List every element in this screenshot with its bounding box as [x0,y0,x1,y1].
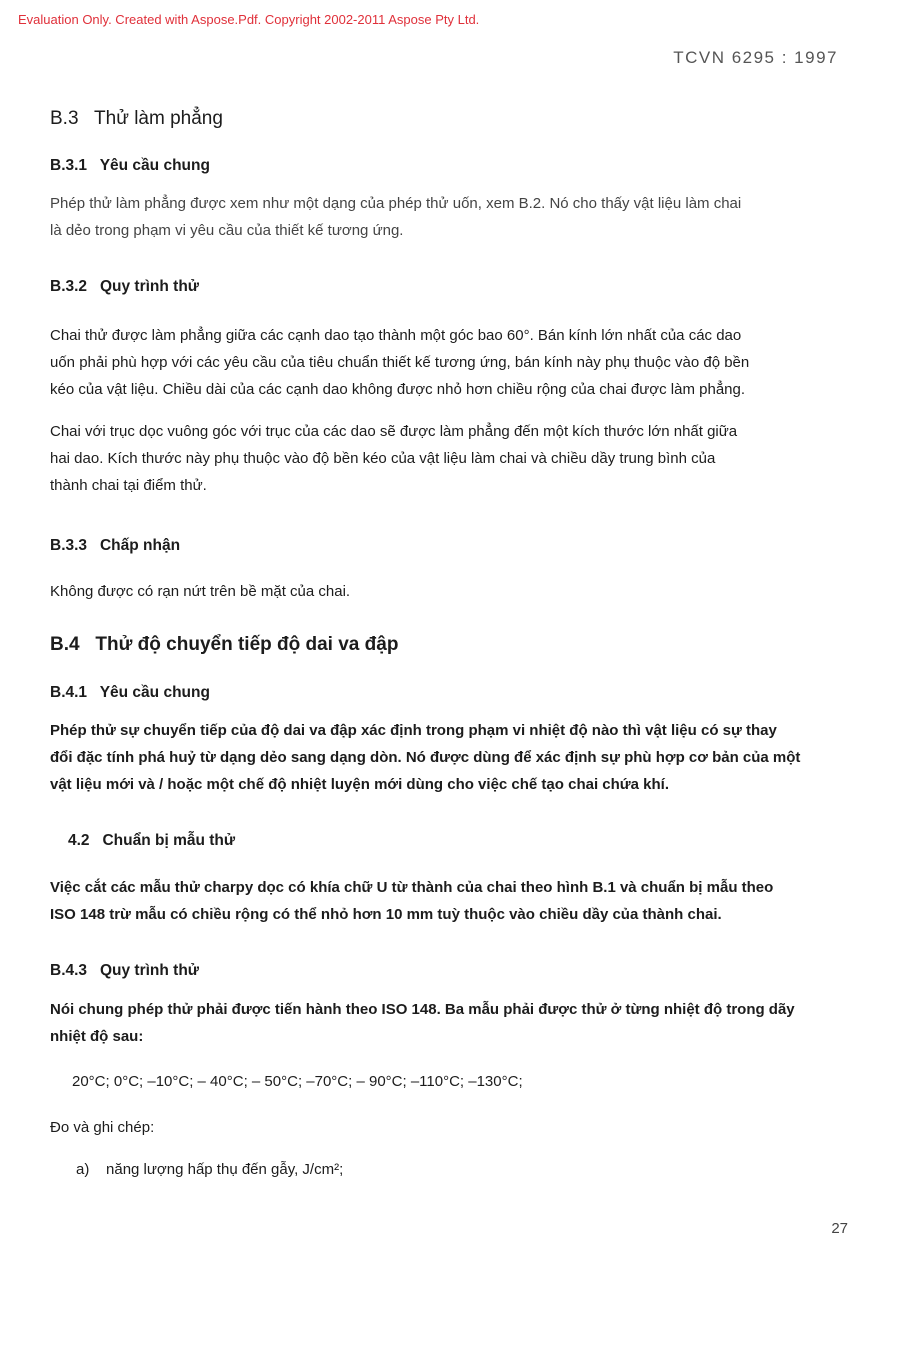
paragraph-line: kéo của vật liệu. Chiều dài của các cạnh dao không được nhỏ hơn chiều rộng của chai được làm phẳng. [50,381,746,398]
paragraph-line: thành chai tại điểm thử. [50,477,207,494]
section-number: B.4 [50,634,80,655]
record-intro: Đo và ghi chép: [50,1119,155,1136]
watermark-text: Evaluation Only. Created with Aspose.Pdf. Copyright 2002-2011 Aspose Pty Ltd. [18,12,480,27]
paragraph-line: vật liệu mới và / hoặc một chế độ nhiệt luyện mới dùng cho việc chế tạo chai chứa khí. [50,776,669,793]
section-number: B.3.1 [50,157,88,174]
section-title: Quy trình thử [99,278,200,295]
section-title: Yêu cầu chung [99,157,210,174]
paragraph-line: Việc cắt các mẫu thử charpy dọc có khía chữ U từ thành của chai theo hình B.1 và chuẩn bị mẫu theo [50,879,774,896]
paragraph-line: hai dao. Kích thước này phụ thuộc vào độ bền kéo của vật liệu làm chai và chiều dầy trung bình của [50,450,716,467]
list-item [76,1156,343,1183]
section-b43-paragraph [50,996,795,1050]
section-title: Chấp nhận [99,537,181,554]
section-b33-paragraph [50,578,350,605]
section-b43-heading [50,962,199,980]
section-b32-paragraph-2 [50,418,737,499]
section-b42-heading [68,832,235,850]
list-item-text: năng lượng hấp thụ đến gẫy, J/cm²; [106,1161,344,1178]
page-number: 27 [831,1220,848,1237]
document-code: TCVN 6295 : 1997 [673,48,838,67]
paragraph-line: Không được có rạn nứt trên bề mặt của chai. [50,583,351,600]
section-title: Thử làm phẳng [94,108,223,129]
section-number: 4.2 [68,832,90,849]
section-title: Thử độ chuyển tiếp độ dai va đập [95,634,399,655]
paragraph-line: Phép thử làm phẳng được xem như một dạng của phép thử uốn, xem B.2. Nó cho thấy vật liệu làm chai [50,195,742,212]
section-title: Yêu cầu chung [99,684,210,701]
paragraph-line: Chai với trục dọc vuông góc với trục của các dao sẽ được làm phẳng đến một kích thước lớn nhất giữa [50,423,738,440]
section-b32-paragraph-1 [50,322,749,403]
temperature-list: 20°C; 0°C; –10°C; – 40°C; – 50°C; –70°C; – 90°C; –110°C; –130°C; [72,1073,523,1090]
section-b4-heading [50,634,398,656]
section-number: B.3 [50,108,79,129]
paragraph-line: uốn phải phù hợp với các yêu cầu của tiêu chuẩn thiết kế tương ứng, bán kính này phụ thuộc vào độ bền [50,354,750,371]
paragraph-line: Phép thử sự chuyển tiếp của độ dai va đập xác định trong phạm vi nhiệt độ nào thì vật liệu có sự thay [50,722,777,739]
section-number: B.3.3 [50,537,88,554]
section-number: B.4.3 [50,962,88,979]
paragraph-line: ISO 148 trừ mẫu có chiều rộng có thể nhỏ hơn 10 mm tuỳ thuộc vào chiều dầy của thành chai. [50,906,722,923]
section-b3-heading [50,108,223,130]
section-title: Quy trình thử [99,962,200,979]
list-marker: a) [76,1161,90,1178]
section-title: Chuẩn bị mẫu thử [102,832,236,849]
paragraph-line: nhiệt độ sau: [50,1028,144,1045]
section-number: B.4.1 [50,684,88,701]
section-b41-paragraph [50,717,800,798]
paragraph-line: Chai thử được làm phẳng giữa các cạnh dao tạo thành một góc bao 60°. Bán kính lớn nhất của các dao [50,327,742,344]
section-b41-heading [50,684,210,702]
paragraph-line: Nói chung phép thử phải được tiến hành theo ISO 148. Ba mẫu phải được thử ở từng nhiệt độ trong dãy [50,1001,795,1018]
section-b33-heading [50,537,180,555]
paragraph-line: là dẻo trong phạm vi yêu cầu của thiết kế tương ứng. [50,222,404,239]
section-b31-heading [50,157,210,175]
section-b32-heading [50,278,199,296]
section-number: B.3.2 [50,278,88,295]
paragraph-line: đổi đặc tính phá huỷ từ dạng dẻo sang dạng dòn. Nó được dùng để xác định sự phù hợp cơ bản của một [50,749,801,766]
section-b31-paragraph [50,190,741,244]
section-b42-paragraph [50,874,773,928]
